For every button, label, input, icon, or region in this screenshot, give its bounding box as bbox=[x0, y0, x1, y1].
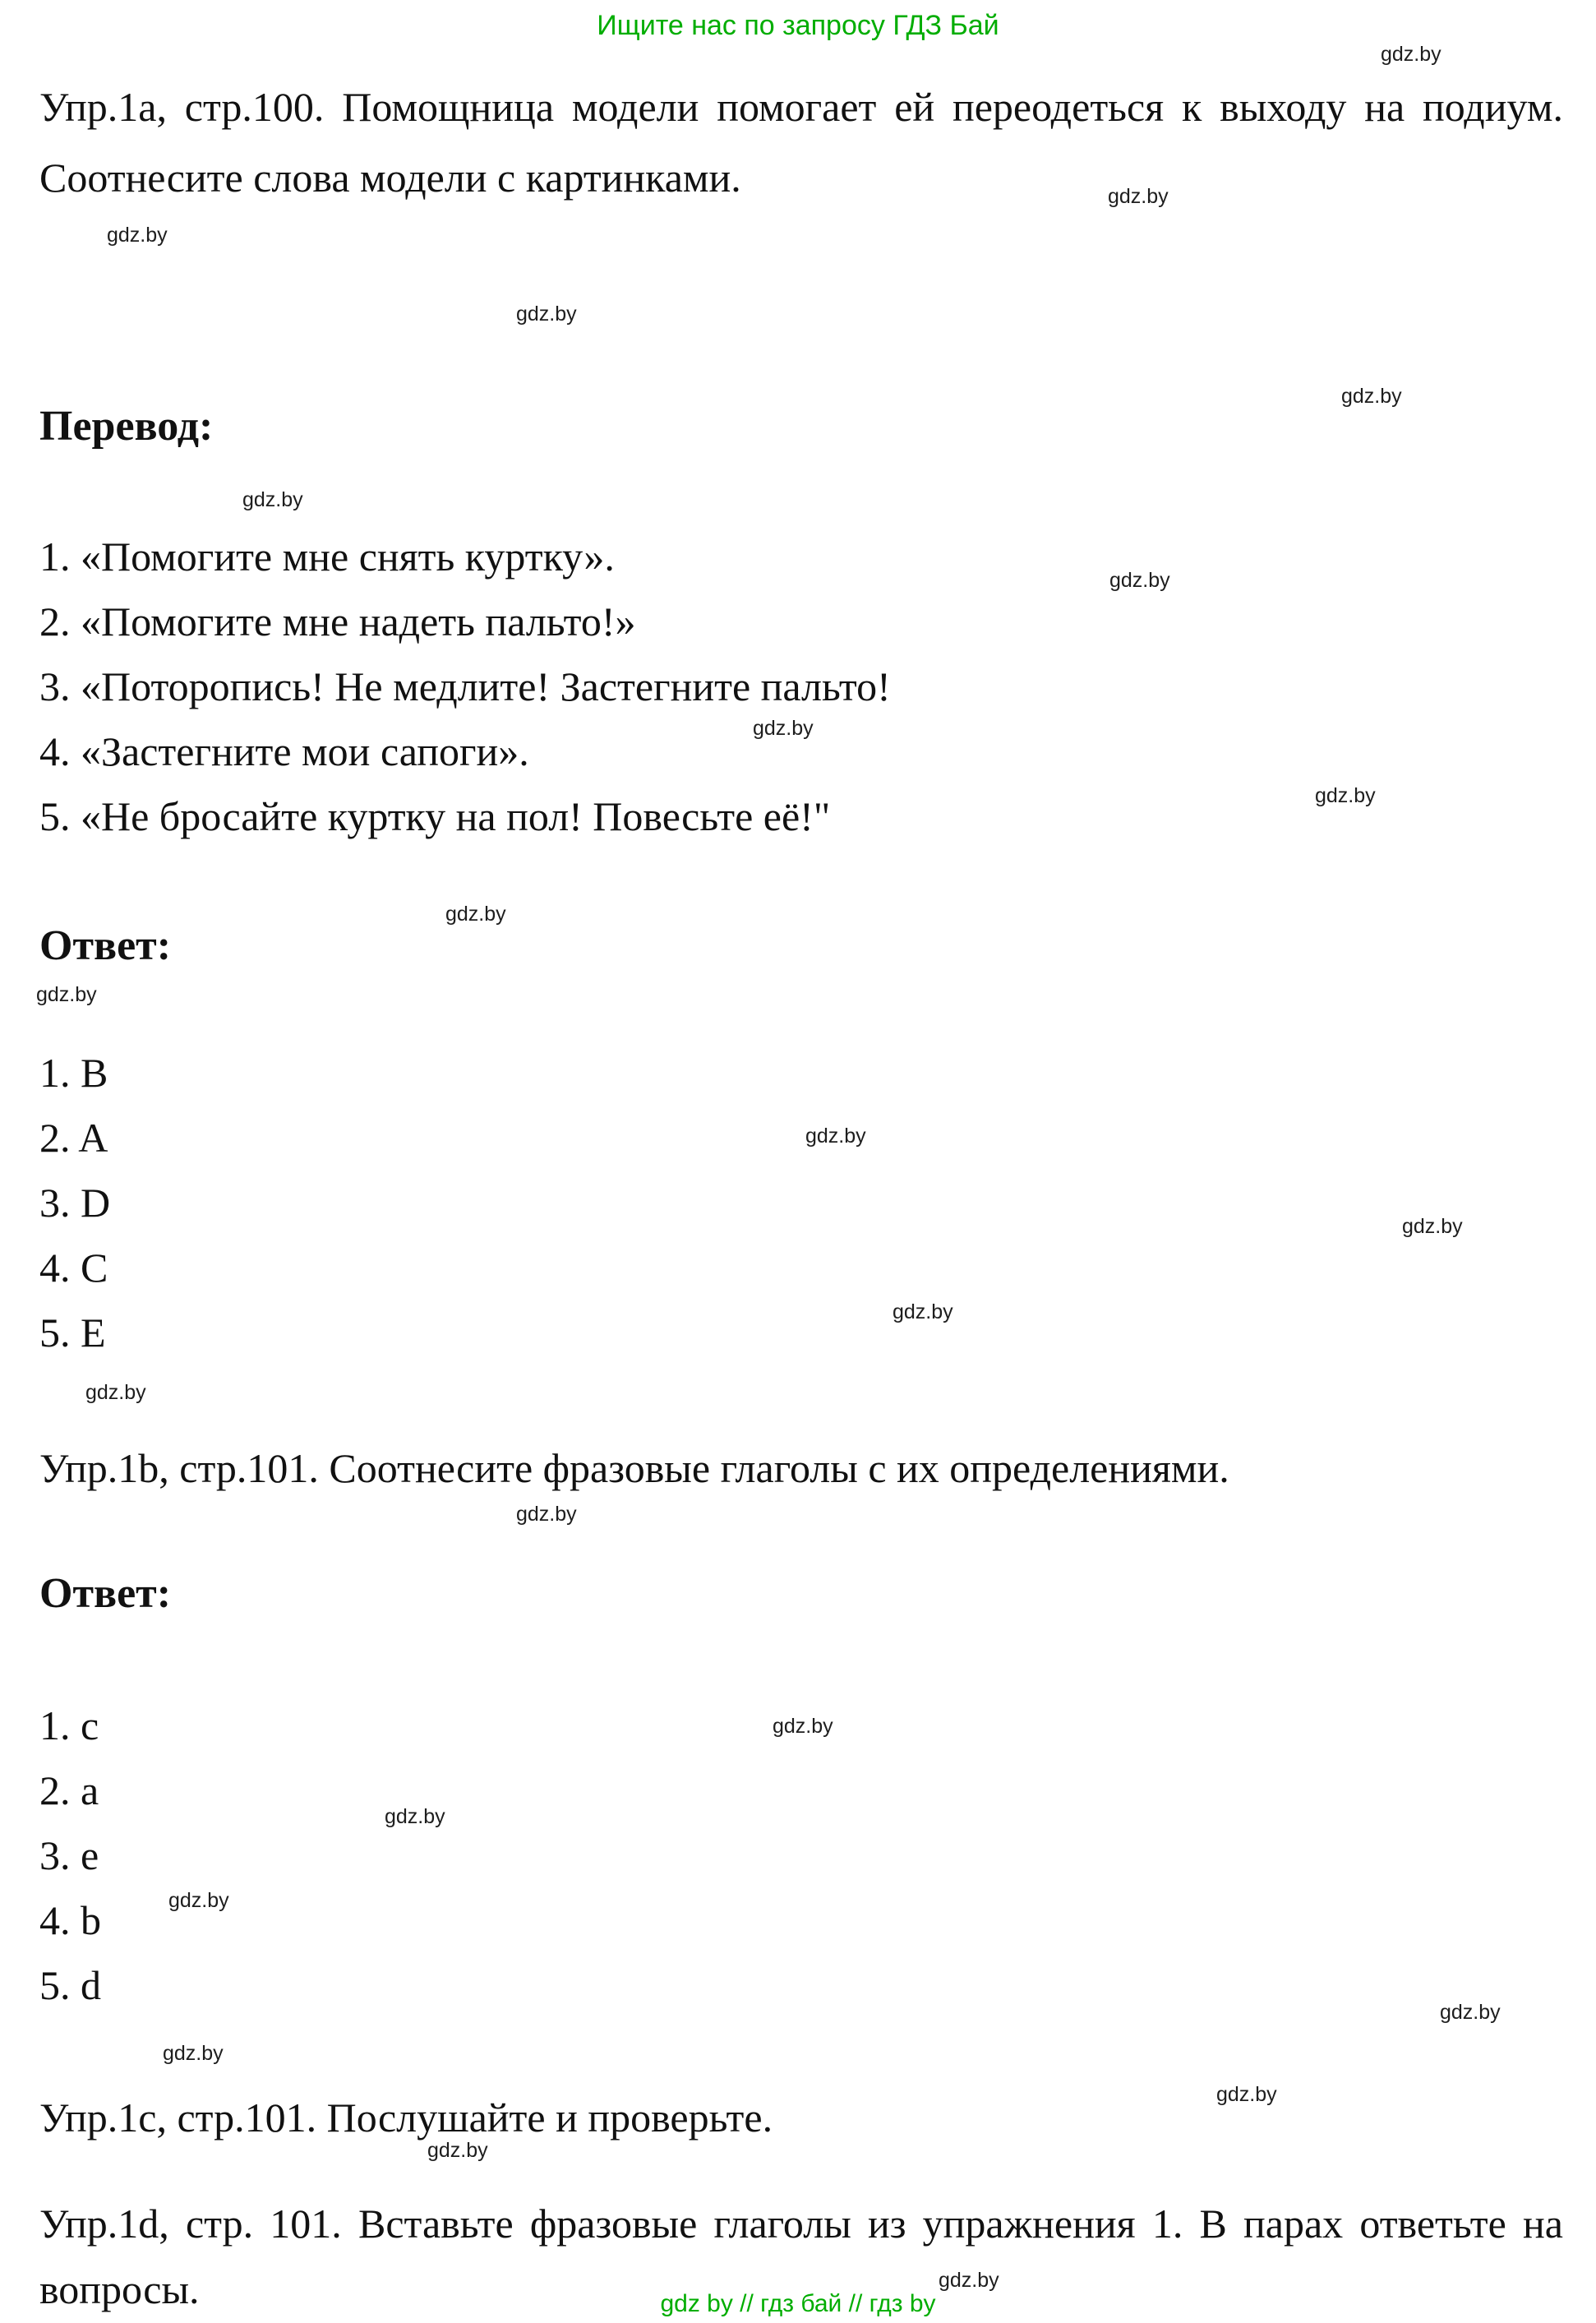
list-item: 3. «Поторопись! Не медлите! Застегните пальто! bbox=[39, 663, 891, 709]
watermark: gdz.by bbox=[385, 1805, 445, 1828]
top-banner: Ищите нас по запросу ГДЗ Бай bbox=[597, 10, 999, 41]
list-item: 2. a bbox=[39, 1767, 99, 1813]
watermark: gdz.by bbox=[1381, 43, 1441, 66]
watermark: gdz.by bbox=[107, 224, 168, 247]
list-item: 4. «Застегните мои сапоги». bbox=[39, 728, 529, 774]
watermark: gdz.by bbox=[242, 488, 303, 511]
list-item: 5. «Не бросайте куртку на пол! Повесьте её!" bbox=[39, 793, 831, 839]
watermark: gdz.by bbox=[939, 2269, 999, 2292]
list-item: 1. B bbox=[39, 1050, 108, 1096]
list-item: 4. C bbox=[39, 1245, 108, 1291]
list-item: 3. e bbox=[39, 1832, 99, 1878]
watermark: gdz.by bbox=[893, 1300, 953, 1323]
watermark: gdz.by bbox=[427, 2139, 488, 2162]
answer-list-1a bbox=[39, 1041, 1563, 1365]
exercise-1a-title: Упр.1а, стр.100. Помощница модели помогает ей переодеться к выходу на подиум. Соотнесите слова модели с картинками. bbox=[39, 84, 1563, 201]
watermark: gdz.by bbox=[1341, 385, 1402, 408]
answer-heading-1b: Ответ: bbox=[39, 1570, 172, 1617]
translation-heading: Перевод: bbox=[39, 403, 214, 450]
list-item: 2. «Помогите мне надеть пальто!» bbox=[39, 598, 636, 644]
list-item: 1. c bbox=[39, 1702, 99, 1748]
watermark: gdz.by bbox=[85, 1381, 146, 1404]
list-item: 1. «Помогите мне снять куртку». bbox=[39, 533, 615, 580]
watermark: gdz.by bbox=[516, 302, 577, 326]
watermark: gdz.by bbox=[773, 1715, 833, 1738]
exercise-1c-title: Упр.1с, стр.101. Послушайте и проверьте. bbox=[39, 2094, 773, 2141]
answer-heading-1a: Ответ: bbox=[39, 922, 172, 969]
watermark: gdz.by bbox=[445, 903, 506, 926]
content-area bbox=[0, 72, 1596, 2322]
watermark: gdz.by bbox=[516, 1503, 577, 1526]
watermark: gdz.by bbox=[753, 717, 814, 740]
list-item: 2. A bbox=[39, 1115, 108, 1161]
watermark: gdz.by bbox=[1315, 784, 1376, 807]
watermark: gdz.by bbox=[1216, 2083, 1277, 2106]
watermark: gdz.by bbox=[163, 2042, 224, 2065]
watermark: gdz.by bbox=[1109, 569, 1170, 592]
watermark: gdz.by bbox=[805, 1125, 866, 1148]
list-item: 3. D bbox=[39, 1180, 111, 1226]
watermark: gdz.by bbox=[1402, 1215, 1463, 1238]
watermark: gdz.by bbox=[36, 983, 97, 1006]
list-item: 5. E bbox=[39, 1309, 106, 1355]
watermark: gdz.by bbox=[1440, 2001, 1501, 2024]
bottom-banner: gdz by // гдз бай // гдз by bbox=[660, 2290, 936, 2317]
exercise-1b-title: Упр.1b, стр.101. Соотнесите фразовые глаголы с их определениями. bbox=[39, 1445, 1229, 1491]
exercise-1d-title: Упр.1d, стр. 101. Вставьте фразовые глаголы из упражнения 1. В парах ответьте на вопросы. bbox=[39, 2201, 1563, 2312]
watermark: gdz.by bbox=[168, 1889, 229, 1912]
list-item: 5. d bbox=[39, 1962, 101, 2008]
list-item: 4. b bbox=[39, 1897, 101, 1943]
watermark: gdz.by bbox=[1108, 185, 1169, 208]
answer-list-1b bbox=[39, 1693, 1563, 2018]
